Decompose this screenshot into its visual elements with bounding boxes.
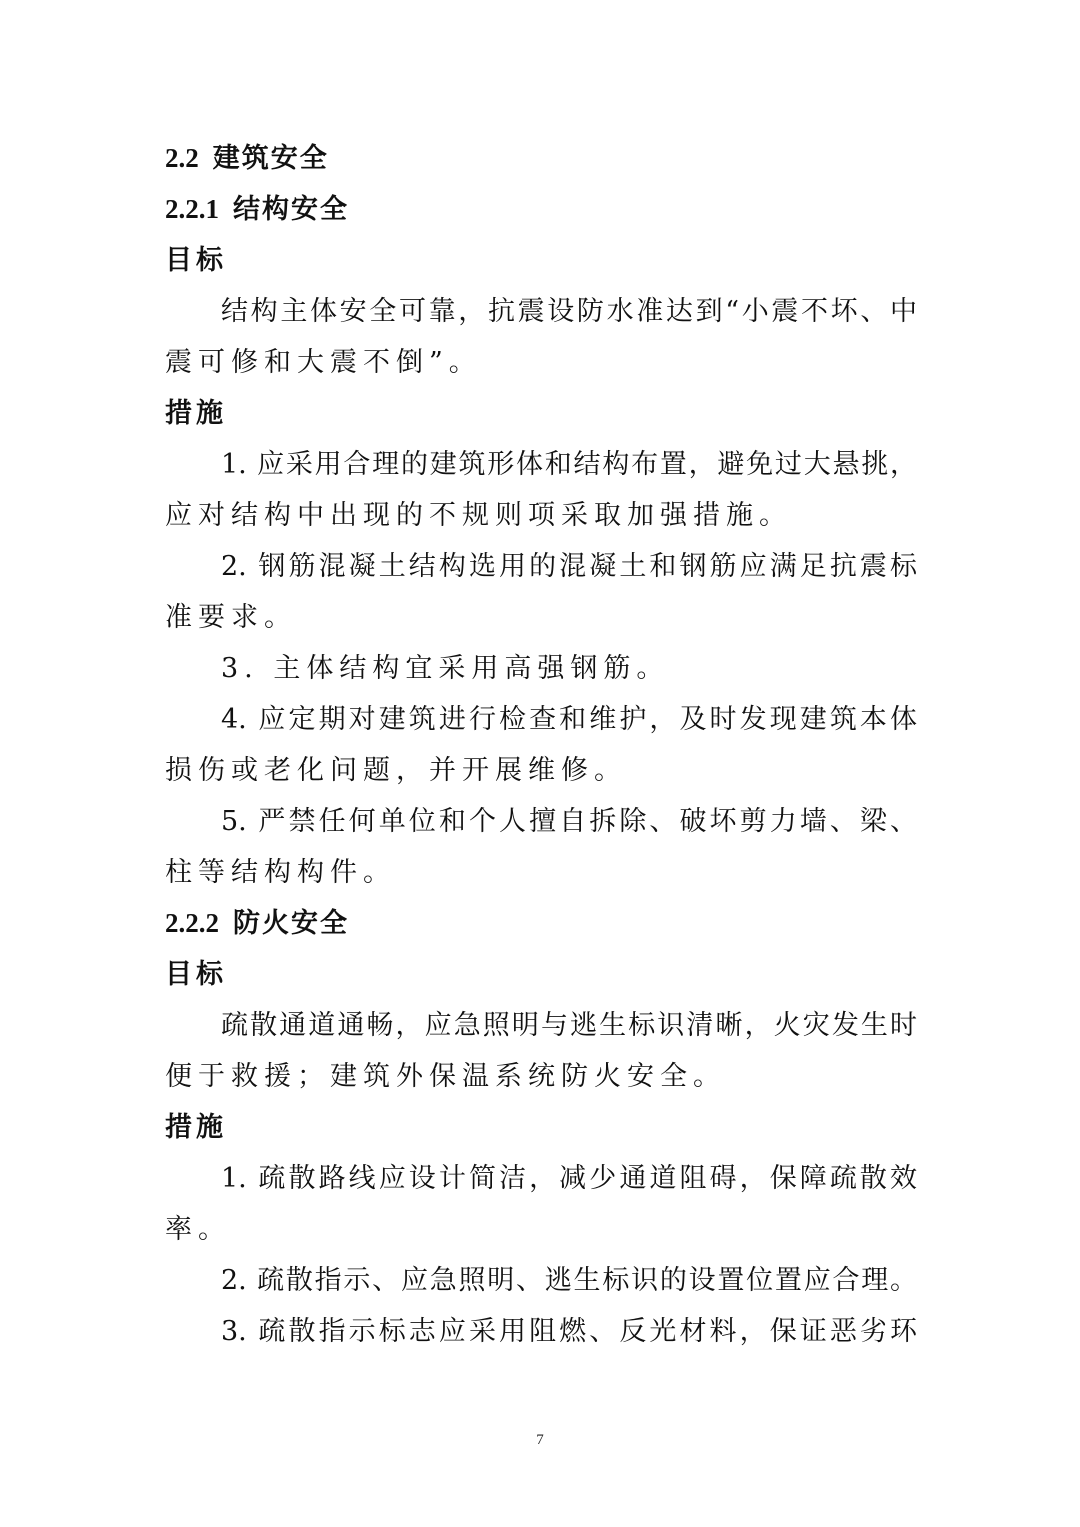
list-item-line: 1. 应采用合理的建筑形体和结构布置，避免过大悬挑， <box>221 449 917 480</box>
goal-label: 目标 <box>165 245 227 276</box>
section-heading-2-2-1 <box>165 184 917 235</box>
list-item-line: 1. 疏散路线应设计简洁，减少通道阻碍，保障疏散效 <box>221 1163 917 1194</box>
measures-label: 措施 <box>165 1112 227 1143</box>
section-number: 2.2.1 <box>165 194 219 224</box>
section-title: 建筑安全 <box>212 143 329 174</box>
section-title: 防火安全 <box>233 908 349 939</box>
section-heading-2-2 <box>165 133 917 184</box>
list-item-line: 柱等结构构件。 <box>165 857 396 888</box>
list-item-line: 3. 疏散指示标志应采用阻燃、反光材料，保证恶劣环 <box>221 1316 917 1347</box>
list-item-line: 率。 <box>165 1214 231 1245</box>
list-item-line: 4. 应定期对建筑进行检查和维护，及时发现建筑本体 <box>221 704 917 735</box>
page-number: 7 <box>536 1432 544 1448</box>
paragraph-line: 结构主体安全可靠，抗震设防水准达到“小震不坏、中 <box>221 296 917 327</box>
measures-label: 措施 <box>165 398 227 429</box>
goal-label: 目标 <box>165 959 227 990</box>
list-item-line: 应对结构中出现的不规则项采取加强措施。 <box>165 500 792 531</box>
list-item-line: 2. 钢筋混凝土结构选用的混凝土和钢筋应满足抗震标 <box>221 551 917 582</box>
section-number: 2.2 <box>165 143 199 173</box>
paragraph-line: 便于救援；建筑外保温系统防火安全。 <box>165 1061 726 1092</box>
list-item-line: 3. 主体结构宜采用高强钢筋。 <box>221 653 670 684</box>
paragraph-line: 震可修和大震不倒”。 <box>165 347 482 378</box>
section-title: 结构安全 <box>233 194 349 225</box>
paragraph-line: 疏散通道通畅，应急照明与逃生标识清晰，火灾发生时 <box>221 1010 917 1041</box>
list-item-line: 5. 严禁任何单位和个人擅自拆除、破坏剪力墙、梁、 <box>221 806 917 837</box>
list-item-line: 2. 疏散指示、应急照明、逃生标识的设置位置应合理。 <box>221 1265 917 1296</box>
section-heading-2-2-2 <box>165 898 917 949</box>
list-item-line: 损伤或老化问题，并开展维修。 <box>165 755 627 786</box>
document-page <box>165 133 917 1357</box>
list-item-line: 准要求。 <box>165 602 297 633</box>
section-number: 2.2.2 <box>165 908 219 938</box>
